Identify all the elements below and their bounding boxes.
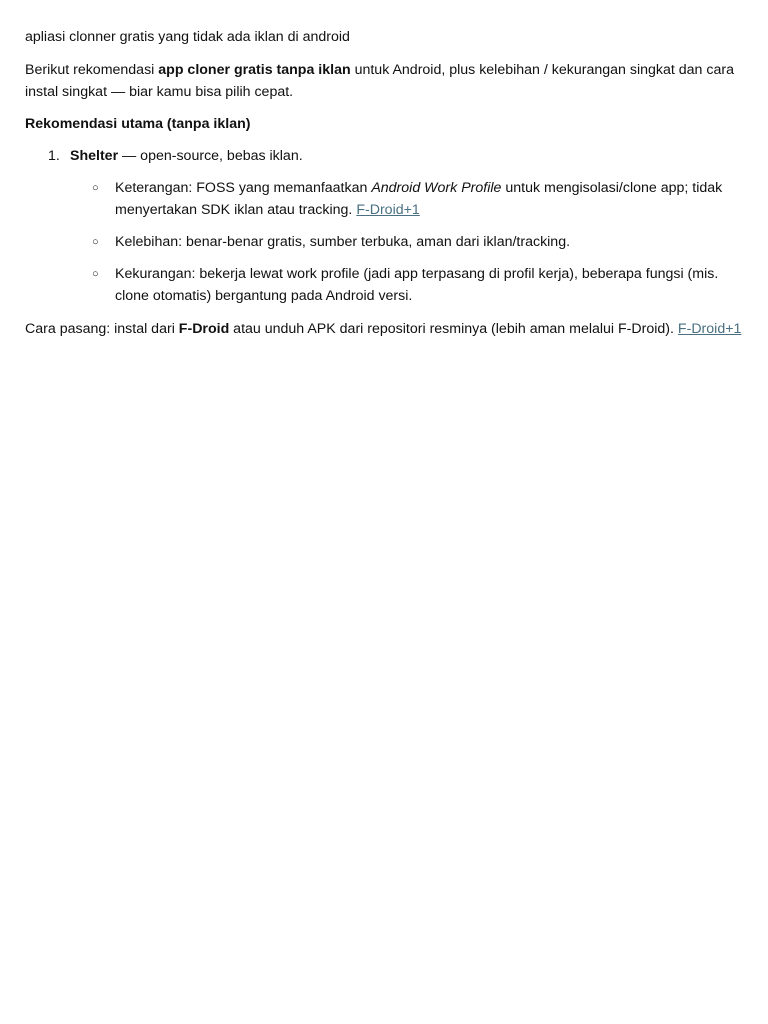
detail-kelebihan (70, 231, 746, 253)
detail-kekurangan (70, 263, 746, 307)
hollow-circle-bullet-icon: ○ (92, 182, 99, 194)
detail-list (70, 177, 746, 307)
keterangan-post-text: untuk mengisolasi/clone app; tidak menyertakan SDK iklan atau tracking. (115, 180, 723, 218)
install-bold-text: F-Droid (178, 321, 230, 337)
install-post-text: atau unduh APK dari repositori resminya (lebih aman melalui F-Droid). (229, 321, 678, 337)
intro-pre-text: Berikut rekomendasi (25, 62, 159, 78)
keterangan-italic-text: Android Work Profile (371, 180, 502, 196)
kelebihan-text: Kelebihan: benar-benar gratis, sumber terbuka, aman dari iklan/tracking. (115, 234, 571, 250)
app-short-desc: — open-source, bebas iklan. (118, 148, 303, 164)
recommendation-item (25, 145, 746, 307)
recommendation-list (25, 145, 746, 307)
query-text: apliasi clonner gratis yang tidak ada iklan di android (25, 29, 350, 45)
intro-bold-text: app cloner gratis tanpa iklan (158, 62, 351, 78)
citation-link-fdroid[interactable]: F-Droid+1 (356, 202, 420, 218)
install-pre-text: Cara pasang: instal dari (25, 321, 179, 337)
app-name: Shelter (70, 148, 119, 164)
hollow-circle-bullet-icon: ○ (92, 236, 99, 248)
citation-link-fdroid[interactable]: F-Droid+1 (677, 321, 742, 337)
keterangan-pre-text: Keterangan: FOSS yang memanfaatkan (115, 180, 372, 196)
detail-keterangan (70, 177, 746, 221)
user-query (25, 26, 746, 48)
item-number: 1. (48, 148, 60, 164)
section-heading: Rekomendasi utama (tanpa iklan) (25, 116, 251, 132)
install-instructions (25, 318, 746, 340)
hollow-circle-bullet-icon: ○ (92, 268, 99, 280)
kekurangan-text: Kekurangan: bekerja lewat work profile (jadi app terpasang di profil kerja), beberapa fungsi (mis. clone otomatis) bergantung pada Android versi. (115, 266, 719, 304)
intro-paragraph (25, 59, 746, 103)
intro-post-text: untuk Android, plus kelebihan / kekurangan singkat dan cara instal singkat — biar kamu bisa pilih cepat. (25, 62, 734, 100)
